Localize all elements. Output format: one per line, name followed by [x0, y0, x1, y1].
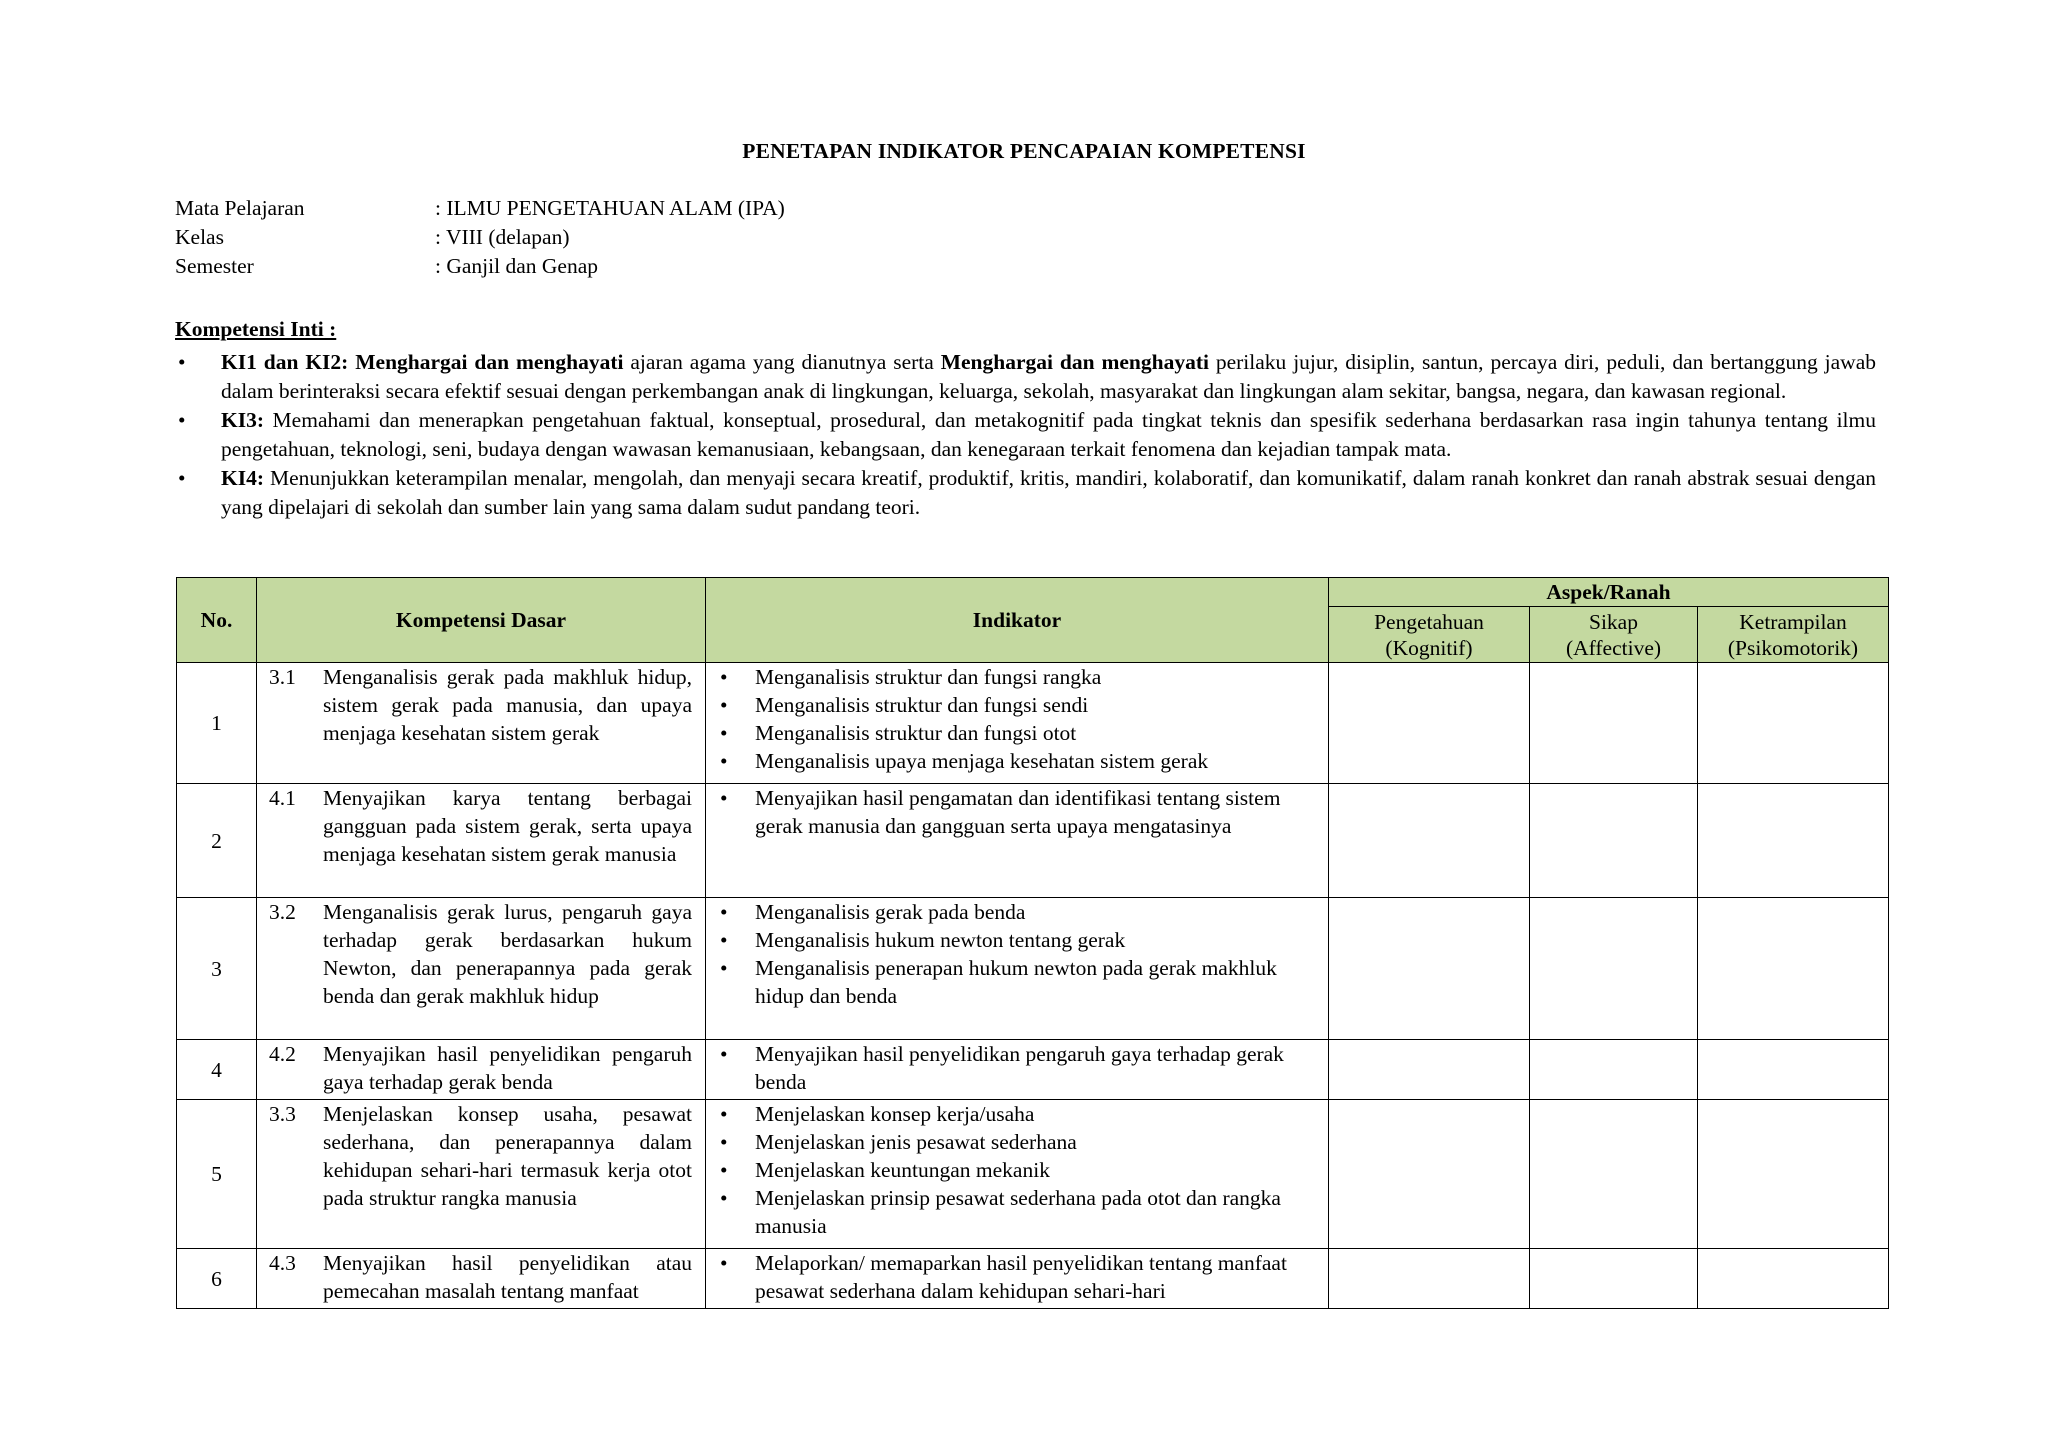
ketrampilan-cell	[1698, 1100, 1889, 1249]
table-row	[177, 898, 1889, 1040]
kompetensi-dasar-cell	[257, 663, 706, 784]
kd-text: Menyajikan hasil penyelidikan pengaruh gaya terhadap gerak benda	[323, 1042, 692, 1094]
header-aspek-ranah: Aspek/Ranah	[1329, 578, 1889, 607]
indikator-item: • Menganalisis struktur dan fungsi rangka	[720, 663, 1328, 691]
sikap-cell	[1530, 663, 1698, 784]
subject-row	[175, 194, 785, 223]
ketrampilan-cell	[1698, 1040, 1889, 1100]
kompetensi-dasar	[257, 898, 705, 1010]
semester-row	[175, 252, 785, 281]
sikap-cell	[1530, 784, 1698, 898]
indikator-cell	[706, 1040, 1329, 1100]
ketrampilan-cell	[1698, 663, 1889, 784]
header-sikap	[1530, 607, 1698, 663]
indicator-table	[176, 577, 1889, 1309]
indikator-item: • Menjelaskan konsep kerja/usaha	[720, 1100, 1328, 1128]
pengetahuan-cell	[1329, 784, 1530, 898]
kd-number: 4.1	[269, 786, 296, 810]
header-no: No.	[177, 578, 257, 663]
kd-number: 3.1	[269, 665, 296, 689]
indicator-table-body	[177, 663, 1889, 1309]
ki1-ki2-text-1: ajaran agama yang dianutnya serta	[623, 350, 941, 374]
subject-label: Mata Pelajaran	[175, 196, 305, 220]
header-kompetensi-dasar: Kompetensi Dasar	[257, 578, 706, 663]
sikap-cell	[1530, 1040, 1698, 1100]
pengetahuan-cell	[1329, 663, 1530, 784]
indikator-cell	[706, 663, 1329, 784]
indikator-list	[706, 784, 1328, 840]
pengetahuan-cell	[1329, 898, 1530, 1040]
kompetensi-dasar	[257, 1040, 705, 1096]
ki4-item	[175, 464, 1876, 522]
indikator-item: • Menyajikan hasil penyelidikan pengaruh gaya terhadap gerak benda	[720, 1040, 1328, 1096]
pengetahuan-cell	[1329, 1100, 1530, 1249]
class-row	[175, 223, 785, 252]
ketrampilan-cell	[1698, 898, 1889, 1040]
table-row	[177, 1100, 1889, 1249]
indikator-item: • Melaporkan/ memaparkan hasil penyelidikan tentang manfaat pesawat sederhana dalam kehidupan sehari-hari	[720, 1249, 1328, 1305]
kd-text: Menganalisis gerak lurus, pengaruh gaya terhadap gerak berdasarkan hukum Newton, dan penerapannya pada gerak benda dan gerak makhluk hidup	[323, 900, 692, 1008]
ki1-ki2-emphasis-1: Menghargai dan menghayati	[355, 350, 624, 374]
ki3-lead: KI3:	[221, 408, 264, 432]
ketrampilan-cell	[1698, 784, 1889, 898]
row-number: 4	[177, 1040, 257, 1100]
kompetensi-dasar-cell	[257, 1249, 706, 1309]
indikator-cell	[706, 898, 1329, 1040]
indikator-cell	[706, 784, 1329, 898]
header-ketrampilan-label: Ketrampilan	[1739, 609, 1847, 634]
core-competency-heading: Kompetensi Inti :	[175, 317, 337, 341]
sikap-cell	[1530, 1249, 1698, 1309]
header-pengetahuan-label: Pengetahuan	[1374, 609, 1484, 634]
sikap-cell	[1530, 1100, 1698, 1249]
kompetensi-dasar-cell	[257, 784, 706, 898]
indikator-item: • Menganalisis upaya menjaga kesehatan sistem gerak	[720, 747, 1328, 775]
table-row	[177, 1040, 1889, 1100]
kd-number: 4.3	[269, 1251, 296, 1275]
ki3-text: Memahami dan menerapkan pengetahuan faktual, konseptual, prosedural, dan metakognitif pada tingkat teknis dan spesifik sederhana berdasarkan rasa ingin tahunya tentang ilmu pengetahuan, teknologi, seni, budaya dengan wawasan kemanusiaan, kebangsaan, dan kenegaraan terkait fenomena dan kejadian tampak mata.	[221, 408, 1876, 461]
row-number: 1	[177, 663, 257, 784]
subject-value: : ILMU PENGETAHUAN ALAM (IPA)	[435, 196, 785, 220]
indikator-item: • Menganalisis gerak pada benda	[720, 898, 1328, 926]
pengetahuan-cell	[1329, 1040, 1530, 1100]
row-number: 2	[177, 784, 257, 898]
table-row	[177, 1249, 1889, 1309]
header-ketrampilan	[1698, 607, 1889, 663]
kompetensi-dasar	[257, 663, 705, 747]
sikap-cell	[1530, 898, 1698, 1040]
class-label: Kelas	[175, 225, 224, 249]
kd-number: 3.3	[269, 1102, 296, 1126]
kd-text: Menganalisis gerak pada makhluk hidup, sistem gerak pada manusia, dan upaya menjaga kesehatan sistem gerak	[323, 665, 692, 745]
header-indikator: Indikator	[706, 578, 1329, 663]
ki1-ki2-text-2: perilaku jujur, disiplin, santun, percaya diri, peduli, dan bertanggung jawab dalam berinteraksi secara efektif sesuai dengan perkembangan anak di lingkungan, keluarga, sekolah, masyarakat dan lingkungan alam sekitar, bangsa, negara, dan kawasan regional.	[221, 350, 1876, 403]
kompetensi-dasar	[257, 784, 705, 868]
indikator-cell	[706, 1249, 1329, 1309]
ki1-ki2-emphasis-2: Menghargai dan menghayati	[940, 350, 1209, 374]
subject-info	[175, 194, 785, 281]
ki3-item	[175, 406, 1876, 464]
kd-text: Menyajikan hasil penyelidikan atau pemecahan masalah tentang manfaat	[323, 1251, 692, 1303]
header-kognitif-label: (Kognitif)	[1385, 635, 1473, 660]
indikator-list	[706, 1249, 1328, 1305]
row-number: 5	[177, 1100, 257, 1249]
kd-number: 3.2	[269, 900, 296, 924]
core-competency-list	[175, 348, 1876, 522]
indikator-item: • Menganalisis struktur dan fungsi sendi	[720, 691, 1328, 719]
table-row	[177, 663, 1889, 784]
header-pengetahuan	[1329, 607, 1530, 663]
indikator-item: • Menganalisis struktur dan fungsi otot	[720, 719, 1328, 747]
indikator-item: • Menganalisis penerapan hukum newton pada gerak makhluk hidup dan benda	[720, 954, 1328, 1010]
kompetensi-dasar-cell	[257, 898, 706, 1040]
indikator-item: • Menyajikan hasil pengamatan dan identifikasi tentang sistem gerak manusia dan gangguan serta upaya mengatasinya	[720, 784, 1328, 840]
kompetensi-dasar-cell	[257, 1040, 706, 1100]
kd-text: Menyajikan karya tentang berbagai gangguan pada sistem gerak, serta upaya menjaga kesehatan sistem gerak manusia	[323, 786, 692, 866]
table-row	[177, 784, 1889, 898]
indikator-item: • Menjelaskan prinsip pesawat sederhana pada otot dan rangka manusia	[720, 1184, 1328, 1240]
ketrampilan-cell	[1698, 1249, 1889, 1309]
indikator-list	[706, 898, 1328, 1010]
ki1-ki2-item	[175, 348, 1876, 406]
header-affective-label: (Affective)	[1565, 635, 1662, 660]
ki4-text: Menunjukkan keterampilan menalar, mengolah, dan menyaji secara kreatif, produktif, kritis, mandiri, kolaboratif, dan komunikatif, dalam ranah konkret dan ranah abstrak sesuai dengan yang dipelajari di sekolah dan sumber lain yang sama dalam sudut pandang teori.	[221, 466, 1876, 519]
kompetensi-dasar-cell	[257, 1100, 706, 1249]
row-number: 3	[177, 898, 257, 1040]
ki1-ki2-lead: KI1 dan KI2:	[221, 350, 349, 374]
row-number: 6	[177, 1249, 257, 1309]
indikator-list	[706, 663, 1328, 775]
kd-number: 4.2	[269, 1042, 296, 1066]
header-psikomotorik-label: (Psikomotorik)	[1727, 635, 1859, 660]
semester-value: : Ganjil dan Genap	[435, 254, 598, 278]
indikator-cell	[706, 1100, 1329, 1249]
kd-text: Menjelaskan konsep usaha, pesawat sederhana, dan penerapannya dalam kehidupan sehari-hari termasuk kerja otot pada struktur rangka manusia	[323, 1102, 692, 1210]
semester-label: Semester	[175, 254, 254, 278]
indikator-list	[706, 1100, 1328, 1240]
indikator-item: • Menjelaskan jenis pesawat sederhana	[720, 1128, 1328, 1156]
indikator-item: • Menjelaskan keuntungan mekanik	[720, 1156, 1328, 1184]
header-sikap-label: Sikap	[1589, 609, 1638, 634]
pengetahuan-cell	[1329, 1249, 1530, 1309]
class-value: : VIII (delapan)	[435, 225, 570, 249]
document-title: PENETAPAN INDIKATOR PENCAPAIAN KOMPETENSI	[742, 139, 1306, 163]
indikator-item: • Menganalisis hukum newton tentang gerak	[720, 926, 1328, 954]
ki4-lead: KI4:	[221, 466, 264, 490]
kompetensi-dasar	[257, 1249, 705, 1305]
indikator-list	[706, 1040, 1328, 1096]
kompetensi-dasar	[257, 1100, 705, 1212]
